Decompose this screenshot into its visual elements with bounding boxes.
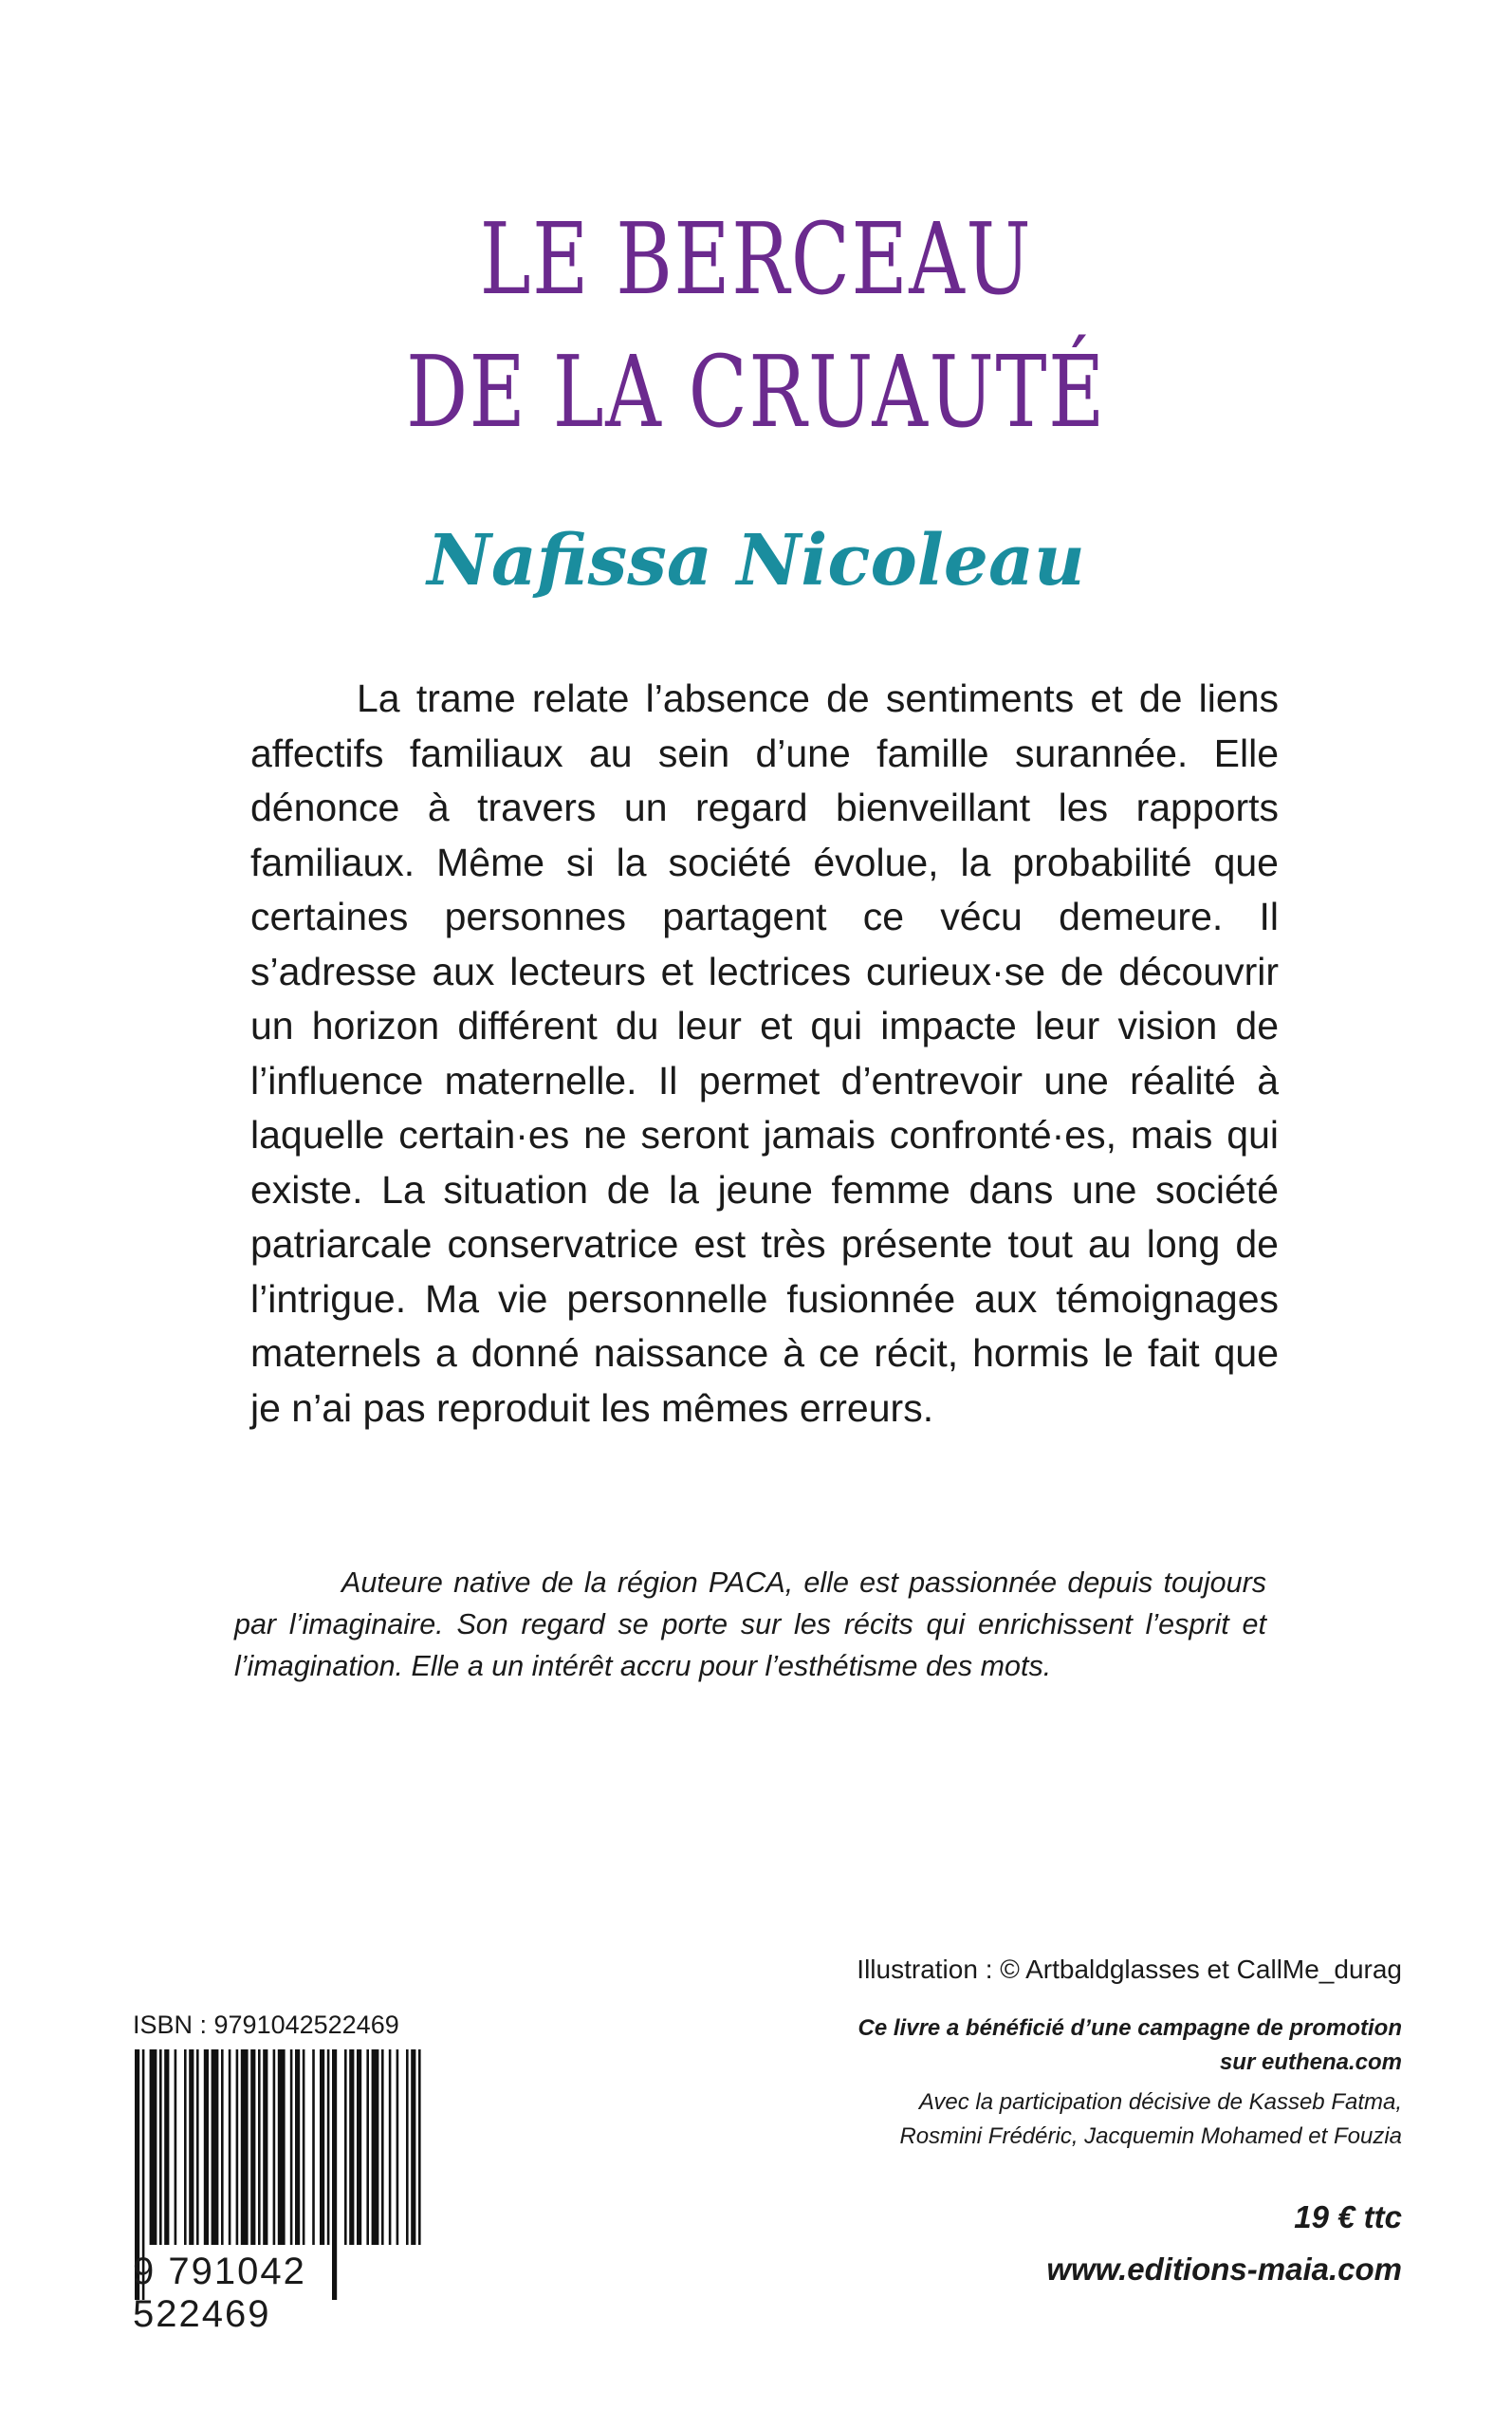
barcode-bar [406, 2049, 409, 2245]
barcode-bar [250, 2049, 255, 2245]
barcode-bar [366, 2049, 369, 2245]
barcode-bar [229, 2049, 231, 2245]
barcode-bar [150, 2049, 157, 2245]
participation-line-1: Avec la participation décisive de Kasseb Fatma, [918, 2089, 1402, 2115]
illustration-credit: Illustration : © Artbaldglasses et CallMe_durag [857, 1955, 1402, 1984]
participation-line-2: Rosmini Frédéric, Jacquemin Mohamed et Fouzia [899, 2123, 1402, 2149]
book-title-line-1: LE BERCEAU [479, 201, 1033, 317]
barcode-bar [236, 2049, 239, 2245]
promotion-note [738, 2011, 1402, 2080]
barcode-bar [357, 2049, 361, 2245]
barcode-bar [389, 2049, 392, 2245]
barcode-bar [212, 2049, 219, 2245]
barcode-bar [344, 2049, 347, 2245]
promotion-line-1: Ce livre a bénéficié d’une campagne de promotion [857, 2015, 1402, 2041]
barcode-bar [303, 2049, 305, 2245]
barcode-bar [189, 2049, 194, 2245]
isbn-label: ISBN : 9791042522469 [133, 2011, 399, 2039]
barcode-bar [278, 2049, 286, 2245]
price: 19 € ttc [1294, 2199, 1402, 2234]
barcode-bar [290, 2049, 293, 2245]
barcode-bar [312, 2049, 315, 2245]
barcode-bar [164, 2049, 169, 2245]
promotion-line-2: sur euthena.com [1219, 2049, 1402, 2075]
barcode-bar [159, 2049, 162, 2245]
barcode-bar [258, 2049, 261, 2245]
publisher-website: www.editions-maia.com [1046, 2251, 1402, 2287]
barcode-bar [184, 2049, 187, 2245]
barcode-bar [411, 2049, 415, 2245]
participation-note [738, 2085, 1402, 2154]
barcode-bar [418, 2049, 421, 2245]
barcode-digits: 9 791042 522469 [133, 2251, 306, 2335]
barcode-bar [381, 2049, 384, 2245]
book-title-line-2: DE LA CRUAUTÉ [406, 334, 1106, 450]
author-bio: Auteure native de la région PACA, elle est passionnée depuis toujours par l’imaginaire. Son regard se porte sur les récits qui enrichissent l’esprit et l’imagination. Elle a un intérêt accru pour l’esthétisme des mots. [234, 1566, 1266, 1682]
book-blurb: La trame relate l’absence de sentiments et de liens affectifs familiaux au sein d’une famille surannée. Elle dénonce à travers un regard bienveillant les rapports familiaux. Même si la société évolue, la probabilité que certaines personnes partagent ce vécu demeure. Il s’adresse aux lecteurs et lectrices curieux·se de découvrir un horizon différent du leur et qui impacte leur vision de l’influence maternelle. Il permet d’entrevoir une réalité à laquelle certain·es ne seront jamais confronté·es, mais qui existe. La situation de la jeune femme dans une société patriarcale conservatrice est très présente tout au long de l’intrigue. Ma vie personnelle fusionnée aux témoignages maternels a donné naissance à ce récit, hormis le fait que je n’ai pas reproduit les mêmes erreurs. [250, 676, 1279, 1430]
barcode-bar [396, 2049, 399, 2245]
barcode-bar [295, 2049, 300, 2245]
barcode-bar [263, 2049, 267, 2245]
barcode-bar [204, 2049, 209, 2245]
barcode-bar [221, 2049, 224, 2245]
barcode-bar [175, 2049, 177, 2245]
barcode-bar [273, 2049, 276, 2245]
barcode-bar [372, 2049, 379, 2245]
barcode-bar [320, 2049, 324, 2245]
barcode-bar [327, 2049, 330, 2245]
barcode-bar [196, 2049, 199, 2245]
author-name: Nafissa Nicoleau [427, 520, 1085, 602]
barcode-bar [241, 2049, 249, 2245]
barcode-bar [349, 2049, 354, 2245]
